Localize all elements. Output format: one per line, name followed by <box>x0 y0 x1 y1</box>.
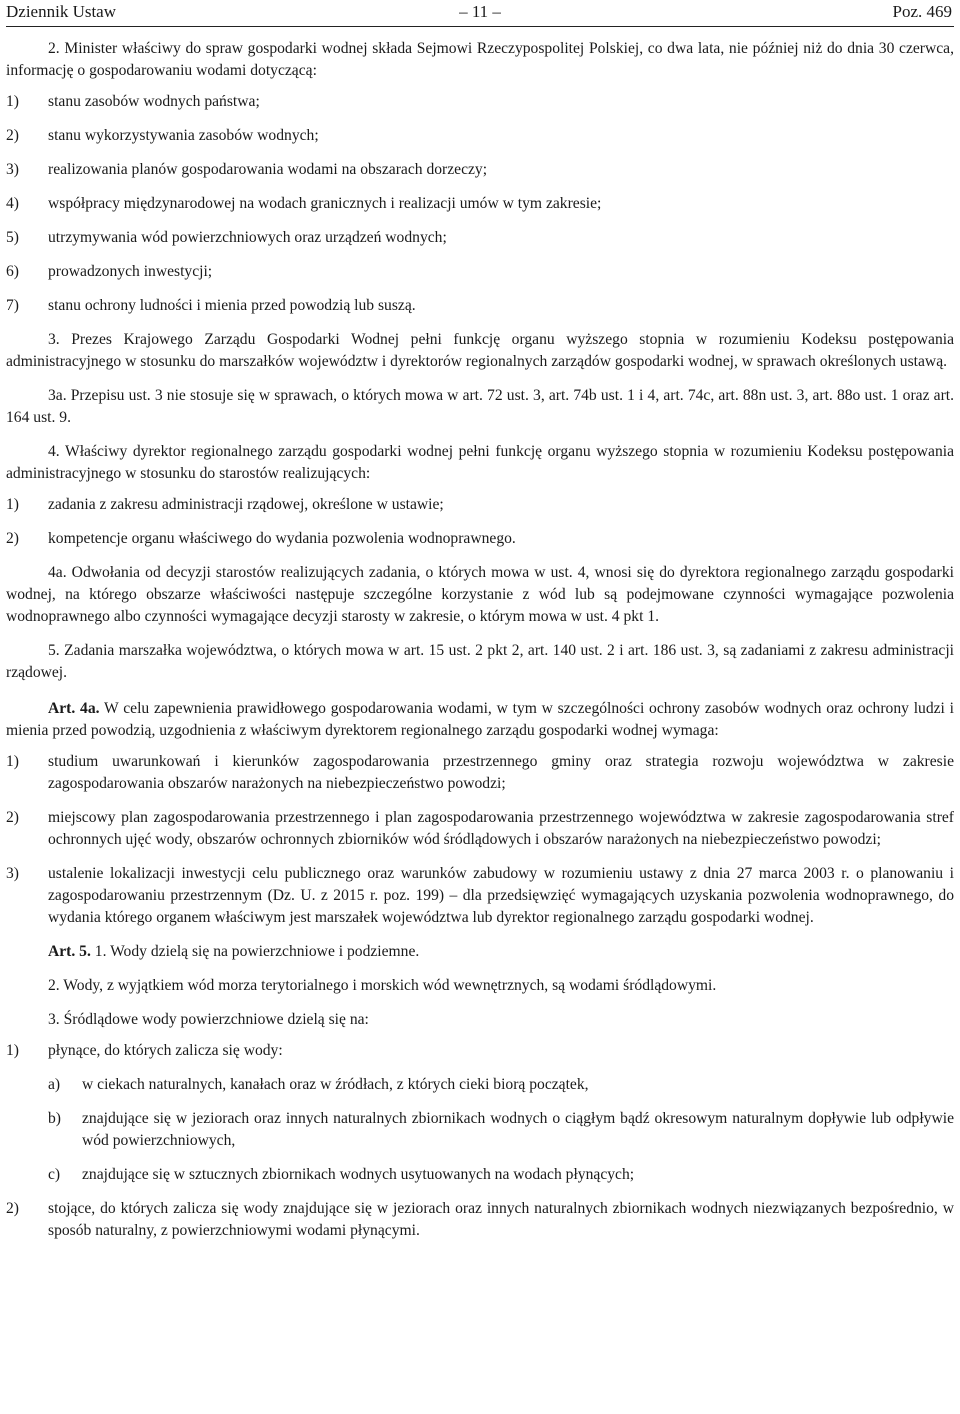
list-item-text: współpracy międzynarodowej na wodach granicznych i realizacji umów w tym zakresie; <box>48 195 602 212</box>
list-item-number: 6) <box>6 263 19 280</box>
sub-list-item <box>6 1074 954 1096</box>
list-item <box>6 494 954 516</box>
paragraph-3: 3. Prezes Krajowego Zarządu Gospodarki Wodnej pełni funkcję organu wyższego stopnia w rozumieniu Kodeksu postępowania administracyjnego w stosunku do marszałków województw i dyrektorów regionalnych zarządów gospodarki wodnej, w sprawach określonych ustawą. <box>6 331 954 370</box>
list-item-number: 3) <box>6 161 19 178</box>
list-item <box>6 751 954 795</box>
list-item-number: 4) <box>6 195 19 212</box>
list-item-number: 1) <box>6 1042 19 1059</box>
article-5-paragraph-1 <box>6 941 954 963</box>
list-item <box>6 528 954 550</box>
list-item-number: 2) <box>6 809 19 826</box>
list-item-text: prowadzonych inwestycji; <box>48 263 213 280</box>
list-item <box>6 91 954 113</box>
list-item <box>6 863 954 929</box>
list-item-text: studium uwarunkowań i kierunków zagospodarowania przestrzennego gminy oraz strategia rozwoju województwa w zakresie zagospodarowania obszarów narażonych na niebezpieczeństwo powodzi; <box>48 753 954 792</box>
sub-list-item-letter: a) <box>48 1076 61 1093</box>
list-item-text: kompetencje organu właściwego do wydania pozwolenia wodnoprawnego. <box>48 530 516 547</box>
list-item <box>6 125 954 147</box>
document-body <box>6 38 954 1242</box>
article-5-paragraph-2: 2. Wody, z wyjątkiem wód morza terytorialnego i morskich wód wewnętrznych, są wodami śródlądowymi. <box>48 977 717 994</box>
list-item-number: 2) <box>6 530 19 547</box>
paragraph-4-intro: 4. Właściwy dyrektor regionalnego zarządu gospodarki wodnej pełni funkcję organu wyższego stopnia w rozumieniu Kodeksu postępowania administracyjnego w stosunku do starostów realizujących: <box>6 443 954 482</box>
list-item-text: stanu zasobów wodnych państwa; <box>48 93 260 110</box>
sub-list-item <box>6 1164 954 1186</box>
list-item <box>6 1040 954 1062</box>
list-item-number: 5) <box>6 229 19 246</box>
list-item-text: ustalenie lokalizacji inwestycji celu publicznego oraz warunków zabudowy w rozumieniu ustawy z dnia 27 marca 2003 r. o planowaniu i zagospodarowaniu przestrzennym (Dz. U. z 2015 r. poz. 199) – dla przedsięwzięć wymagających uzyskania pozwolenia wodnoprawnego, do wydania którego organem właściwym jest marszałek województwa lub dyrektor regionalnego zarządu gospodarki wodnej. <box>48 865 954 926</box>
sub-list-item-letter: c) <box>48 1166 61 1183</box>
page-header <box>6 0 954 27</box>
article-4a-label: Art. 4a. <box>48 700 100 717</box>
list-item <box>6 227 954 249</box>
sub-list-item-text: znajdujące się w sztucznych zbiornikach wodnych usytuowanych na wodach płynących; <box>82 1166 635 1183</box>
sub-list-item-text: znajdujące się w jeziorach oraz innych naturalnych zbiornikach wodnych o ciągłym bądź okresowym naturalnym dopływie lub odpływie wód powierzchniowych, <box>82 1110 954 1149</box>
list-item-text: płynące, do których zalicza się wody: <box>48 1042 283 1059</box>
journal-name: Dziennik Ustaw <box>6 2 117 21</box>
position-number: Poz. 469 <box>892 2 952 21</box>
list-item-number: 1) <box>6 93 19 110</box>
paragraph-2-intro: 2. Minister właściwy do spraw gospodarki wodnej składa Sejmowi Rzeczypospolitej Polskiej, co dwa lata, nie później niż do dnia 30 czerwca, informację o gospodarowaniu wodami dotyczącą: <box>6 40 954 79</box>
article-5-paragraph-3: 3. Śródlądowe wody powierzchniowe dzielą się na: <box>48 1011 369 1028</box>
paragraph-3a: 3a. Przepisu ust. 3 nie stosuje się w sprawach, o których mowa w art. 72 ust. 3, art. 74b ust. 1 i 4, art. 74c, art. 88n ust. 3, art. 88o ust. 1 oraz art. 164 ust. 9. <box>6 387 954 426</box>
paragraph-4a: 4a. Odwołania od decyzji starostów realizujących zadania, o których mowa w ust. 4, wnosi się do dyrektora regionalnego zarządu gospodarki wodnej, na którego obszarze właściwości następuje szczególne korzystanie z wód lub są podejmowane czynności wymagające pozwolenia wodnoprawnego albo czynności wymagające decyzji starosty w zakresie, o którym mowa w ust. 4 pkt 1. <box>6 564 954 625</box>
list-item-text: miejscowy plan zagospodarowania przestrzennego i plan zagospodarowania przestrzennego województwa w zakresie zagospodarowania stref ochronnych ujęć wody, obszarów ochronnych zbiorników wód śródlądowych i obszarów narażonych na niebezpieczeństwo powodzi; <box>48 809 954 848</box>
list-item <box>6 295 954 317</box>
list-item-text: stanu wykorzystywania zasobów wodnych; <box>48 127 319 144</box>
paragraph-5: 5. Zadania marszałka województwa, o których mowa w art. 15 ust. 2 pkt 2, art. 140 ust. 2 i art. 186 ust. 3, są zadaniami z zakresu administracji rządowej. <box>6 642 954 681</box>
article-5-p1-text: 1. Wody dzielą się na powierzchniowe i podziemne. <box>94 943 420 960</box>
list-item-number: 1) <box>6 496 19 513</box>
list-item <box>6 159 954 181</box>
list-item-number: 2) <box>6 127 19 144</box>
article-4a-intro <box>6 698 954 742</box>
list-item <box>6 193 954 215</box>
list-item-text: stanu ochrony ludności i mienia przed powodzią lub suszą. <box>48 297 416 314</box>
list-item <box>6 807 954 851</box>
list-item <box>6 1198 954 1242</box>
page-number: – 11 – <box>459 2 501 21</box>
list-item-number: 2) <box>6 1200 19 1217</box>
sub-list-item <box>6 1108 954 1152</box>
list-item-number: 1) <box>6 753 19 770</box>
list-item-text: zadania z zakresu administracji rządowej, określone w ustawie; <box>48 496 444 513</box>
article-4a-text: W celu zapewnienia prawidłowego gospodarowania wodami, w tym w szczególności ochrony zasobów wodnych oraz ochrony ludzi i mienia przed powodzią, uzgodnienia z właściwym dyrektorem regionalnego zarządu gospodarki wodnej wymaga: <box>6 700 954 739</box>
list-item <box>6 261 954 283</box>
list-item-number: 3) <box>6 865 19 882</box>
article-5-label: Art. 5. <box>48 943 91 960</box>
list-item-text: stojące, do których zalicza się wody znajdujące się w jeziorach oraz innych naturalnych zbiornikach wodnych niezwiązanych bezpośrednio, w sposób naturalny, z powierzchniowymi wodami płynącymi. <box>48 1200 954 1239</box>
list-item-text: realizowania planów gospodarowania wodami na obszarach dorzeczy; <box>48 161 488 178</box>
list-item-text: utrzymywania wód powierzchniowych oraz urządzeń wodnych; <box>48 229 447 246</box>
list-item-number: 7) <box>6 297 19 314</box>
sub-list-item-letter: b) <box>48 1110 61 1127</box>
sub-list-item-text: w ciekach naturalnych, kanałach oraz w źródłach, z których cieki biorą początek, <box>82 1076 589 1093</box>
